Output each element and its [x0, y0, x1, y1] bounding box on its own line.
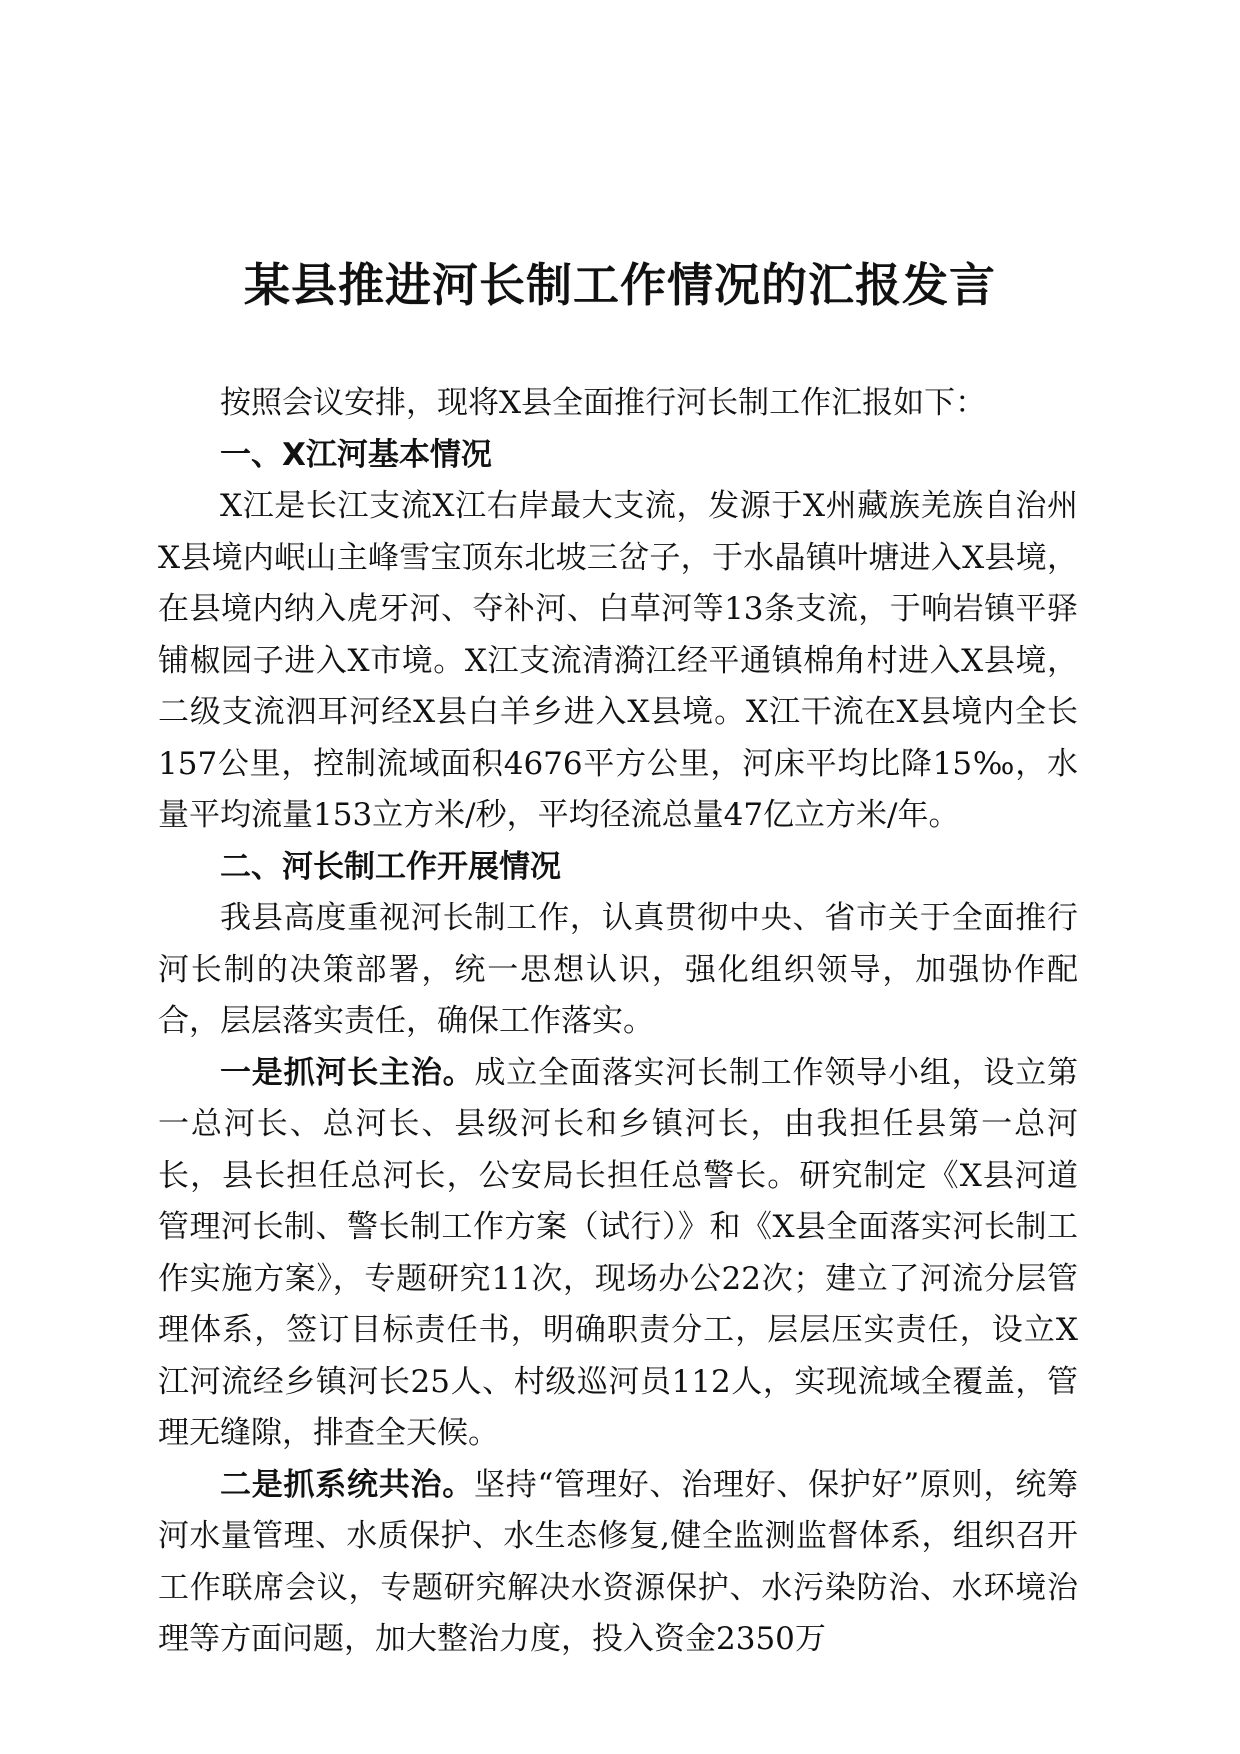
work-overview-paragraph: 我县高度重视河长制工作，认真贯彻中央、省市关于全面推行河长制的决策部署，统一思想认识，强化组织领导，加强协作配合，层层落实责任，确保工作落实。 — [158, 900, 1078, 1039]
document-title: 某县推进河长制工作情况的汇报发言 — [244, 258, 996, 312]
document-body — [158, 378, 1078, 1666]
point-paragraph-1 — [158, 1048, 1078, 1460]
intro-paragraph: 按照会议安排，现将X县全面推行河长制工作汇报如下： — [220, 385, 987, 421]
point-text-2: 坚持“管理好、治理好、保护好”原则，统筹河水量管理、水质保护、水生态修复,健全监测监督体系，组织召开工作联席会议，专题研究解决水资源保护、水污染防治、水环境治理等方面问题，加大整治力度，投入资金2350万 — [158, 1466, 1078, 1657]
point-lead-1: 一是抓河长主治。 — [220, 1054, 475, 1091]
section-heading-basic-info: 一、X江河基本情况 — [220, 436, 492, 473]
point-lead-2: 二是抓系统共治。 — [220, 1466, 475, 1503]
section-heading-work-progress: 二、河长制工作开展情况 — [220, 848, 561, 885]
river-info-paragraph: X江是长江支流X江右岸最大支流，发源于X州藏族羌族自治州X县境内岷山主峰雪宝顶东北坡三岔子，于水晶镇叶塘进入X县境，在县境内纳入虎牙河、夺补河、白草河等13条支流，于响岩镇平驿铺椒园子进入X市境。X江支流清漪江经平通镇棉角村进入X县境，二级支流泗耳河经X县白羊乡进入X县境。X江干流在X县境内全长157公里，控制流域面积4676平方公里，河床平均比降15‰，水量平均流量153立方米/秒，平均径流总量47亿立方米/年。 — [158, 488, 1078, 833]
point-text-1: 成立全面落实河长制工作领导小组，设立第一总河长、总河长、县级河长和乡镇河长，由我担任县第一总河长，县长担任总河长，公安局长担任总警长。研究制定《X县河道管理河长制、警长制工作方案（试行）》和《X县全面落实河长制工作实施方案》，专题研究11次，现场办公22次；建立了河流分层管理体系，签订目标责任书，明确职责分工，层层压实责任，设立X江河流经乡镇河长25人、村级巡河员112人，实现流域全覆盖，管理无缝隙，排查全天候。 — [158, 1054, 1079, 1451]
point-paragraph-2 — [158, 1460, 1078, 1666]
